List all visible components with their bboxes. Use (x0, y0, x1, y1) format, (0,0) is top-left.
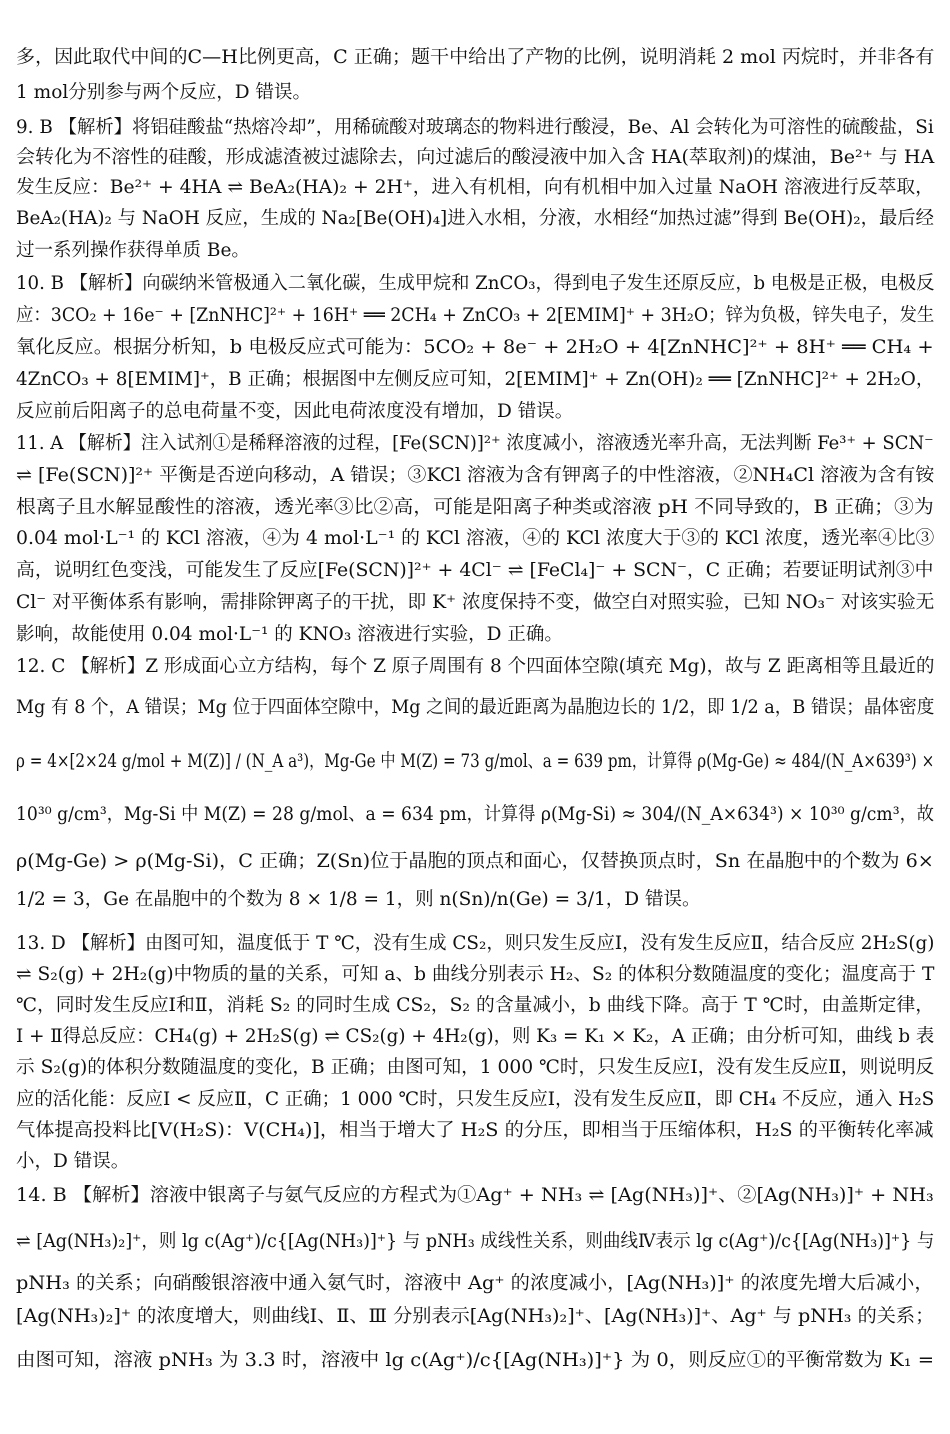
text-line: 12. C 【解析】Z 形成面心立方结构，每个 Z 原子周围有 8 个四面体空隙(填充 Mg)，故与 Z 距离相等且最近的 (16, 656, 935, 677)
text-line: 10³⁰ g/cm³，Mg-Si 中 M(Z) = 28 g/mol、a = 634 pm，计算得 ρ(Mg-Si) ≈ 304/(N_A×634³) × 10³⁰ g/cm³，故 (16, 804, 934, 825)
text-line: 1 mol分别参与两个反应，D 错误。 (16, 82, 311, 103)
text-line: 过一系列操作获得单质 Be。 (16, 240, 250, 261)
text-line: 0.04 mol·L⁻¹ 的 KCl 溶液，④为 4 mol·L⁻¹ 的 KCl 溶液，④的 KCl 浓度大于③的 KCl 浓度，透光率④比③ (16, 528, 935, 549)
text-line: 11. A 【解析】注入试剂①是稀释溶液的过程，[Fe(SCN)]²⁺ 浓度减小，溶液透光率升高，无法判断 Fe³⁺ + SCN⁻ (16, 433, 934, 454)
text-line: 示 S₂(g)的体积分数随温度的变化，B 正确；由图可知，1 000 ℃时，只发生反应Ⅰ，没有发生反应Ⅱ，则说明反 (16, 1057, 935, 1078)
text-line: ⇌ [Ag(NH₃)₂]⁺，则 lg c(Ag⁺)/c{[Ag(NH₃)]⁺} 与 pNH₃ 成线性关系，则曲线Ⅳ表示 lg c(Ag⁺)/c{[Ag(NH₃)]⁺} 与 (16, 1231, 935, 1252)
text-line: 10. B 【解析】向碳纳米管极通入二氧化碳，生成甲烷和 ZnCO₃，得到电子发生还原反应，b 电极是正极，电极反 (16, 273, 935, 294)
text-line: 氧化反应。根据分析知，b 电极反应式可能为：5CO₂ + 8e⁻ + 2H₂O + 4[ZnNHC]²⁺ + 8H⁺ ══ CH₄ + (16, 337, 934, 358)
text-line: 13. D 【解析】由图可知，温度低于 T ℃，没有生成 CS₂，则只发生反应Ⅰ，没有发生反应Ⅱ，结合反应 2H₂S(g) (16, 933, 935, 954)
text-line: Mg 有 8 个，A 错误；Mg 位于四面体空隙中，Mg 之间的最近距离为晶胞边长的 1/2，即 1/2 a，B 错误；晶体密度 (16, 697, 935, 718)
text-line: 应的活化能：反应Ⅰ < 反应Ⅱ，C 正确；1 000 ℃时，只发生反应Ⅰ，没有发生反应Ⅱ，即 CH₄ 不反应，通入 H₂S (16, 1089, 935, 1110)
text-line: Cl⁻ 对平衡体系有影响，需排除钾离子的干扰，即 K⁺ 浓度保持不变，做空白对照实验，已知 NO₃⁻ 对该实验无 (16, 592, 935, 613)
text-line: 高，说明红色变浅，可能发生了反应[Fe(SCN)]²⁺ + 4Cl⁻ ⇌ [FeCl₄]⁻ + SCN⁻，C 正确；若要证明试剂③中 (16, 560, 934, 581)
text-line: 反应前后阳离子的总电荷量不变，因此电荷浓度没有增加，D 错误。 (16, 401, 574, 422)
text-line: 1/2 = 3，Ge 在晶胞中的个数为 8 × 1/8 = 1，则 n(Sn)/n(Ge) = 3/1，D 错误。 (16, 889, 701, 910)
text-line: ρ(Mg-Ge) > ρ(Mg-Si)，C 正确；Z(Sn)位于晶胞的顶点和面心，仅替换顶点时，Sn 在晶胞中的个数为 6× (16, 851, 934, 872)
text-line: 9. B 【解析】将铝硅酸盐“热熔冷却”，用稀硫酸对玻璃态的物料进行酸浸，Be、Al 会转化为可溶性的硫酸盐，Si (16, 117, 934, 138)
text-line: 应：3CO₂ + 16e⁻ + [ZnNHC]²⁺ + 16H⁺ ══ 2CH₄ + ZnCO₃ + 2[EMIM]⁺ + 3H₂O；锌为负极，锌失电子，发生 (16, 305, 935, 326)
text-line: 会转化为不溶性的硅酸，形成滤渣被过滤除去，向过滤后的酸浸液中加入含 HA(萃取剂)的煤油，Be²⁺ 与 HA (16, 147, 935, 168)
text-line: ⇌ [Fe(SCN)]²⁺ 平衡是否逆向移动，A 错误；③KCl 溶液为含有钾离子的中性溶液，②NH₄Cl 溶液为含有铵 (16, 465, 935, 486)
text-line: ⇌ S₂(g) + 2H₂(g)中物质的量的关系，可知 a、b 曲线分别表示 H₂、S₂ 的体积分数随温度的变化；温度高于 T (16, 964, 935, 985)
text-line: [Ag(NH₃)₂]⁺ 的浓度增大，则曲线Ⅰ、Ⅱ、Ⅲ 分别表示[Ag(NH₃)₂]⁺、[Ag(NH₃)]⁺、Ag⁺ 与 pNH₃ 的关系； (16, 1306, 935, 1327)
text-line: BeA₂(HA)₂ 与 NaOH 反应，生成的 Na₂[Be(OH)₄]进入水相，分液，水相经“加热过滤”得到 Be(OH)₂，最后经 (16, 208, 934, 229)
text-line: 发生反应：Be²⁺ + 4HA ⇌ BeA₂(HA)₂ + 2H⁺，进入有机相，向有机相中加入过量 NaOH 溶液进行反萃取， (16, 177, 934, 198)
text-line: 根离子且水解显酸性的溶液，透光率③比②高，可能是阳离子种类或溶液 pH 不同导致的，B 正确；③为 (16, 497, 934, 518)
text-line: 气体提高投料比[V(H₂S)：V(CH₄)]，相当于增大了 H₂S 的分压，即相当于压缩体积，H₂S 的平衡转化率减 (16, 1120, 934, 1141)
text-line: 小，D 错误。 (16, 1151, 130, 1172)
text-line: Ⅰ + Ⅱ得总反应：CH₄(g) + 2H₂S(g) ⇌ CS₂(g) + 4H₂(g)，则 K₃ = K₁ × K₂，A 正确；由分析可知，曲线 b 表 (16, 1026, 935, 1047)
text-line: ℃，同时发生反应Ⅰ和Ⅱ，消耗 S₂ 的同时生成 CS₂，S₂ 的含量减小，b 曲线下降。高于 T ℃时，由盖斯定律， (16, 995, 935, 1016)
text-line: 4ZnCO₃ + 8[EMIM]⁺，B 正确；根据图中左侧反应可知，2[EMIM]⁺ + Zn(OH)₂ ══ [ZnNHC]²⁺ + 2H₂O， (16, 369, 935, 390)
text-line: 多，因此取代中间的C—H比例更高，C 正确；题干中给出了产物的比例，说明消耗 2 mol 丙烷时，并非各有 (16, 47, 935, 68)
text-line: ρ = 4×[2×24 g/mol + M(Z)] / (N_A a³)，Mg-Ge 中 M(Z) = 73 g/mol、a = 639 pm，计算得 ρ(Mg-Ge) ≈ 484/(N_A×639³) × (16, 751, 935, 772)
text-line: 14. B 【解析】溶液中银离子与氨气反应的方程式为①Ag⁺ + NH₃ ⇌ [Ag(NH₃)]⁺、②[Ag(NH₃)]⁺ + NH₃ (16, 1185, 934, 1206)
text-line: pNH₃ 的关系；向硝酸银溶液中通入氨气时，溶液中 Ag⁺ 的浓度减小，[Ag(NH₃)]⁺ 的浓度先增大后减小， (16, 1273, 934, 1294)
text-line: 由图可知，溶液 pNH₃ 为 3.3 时，溶液中 lg c(Ag⁺)/c{[Ag(NH₃)]⁺} 为 0，则反应①的平衡常数为 K₁ = (16, 1350, 935, 1371)
text-line: 影响，故能使用 0.04 mol·L⁻¹ 的 KNO₃ 溶液进行实验，D 正确。 (16, 624, 563, 645)
